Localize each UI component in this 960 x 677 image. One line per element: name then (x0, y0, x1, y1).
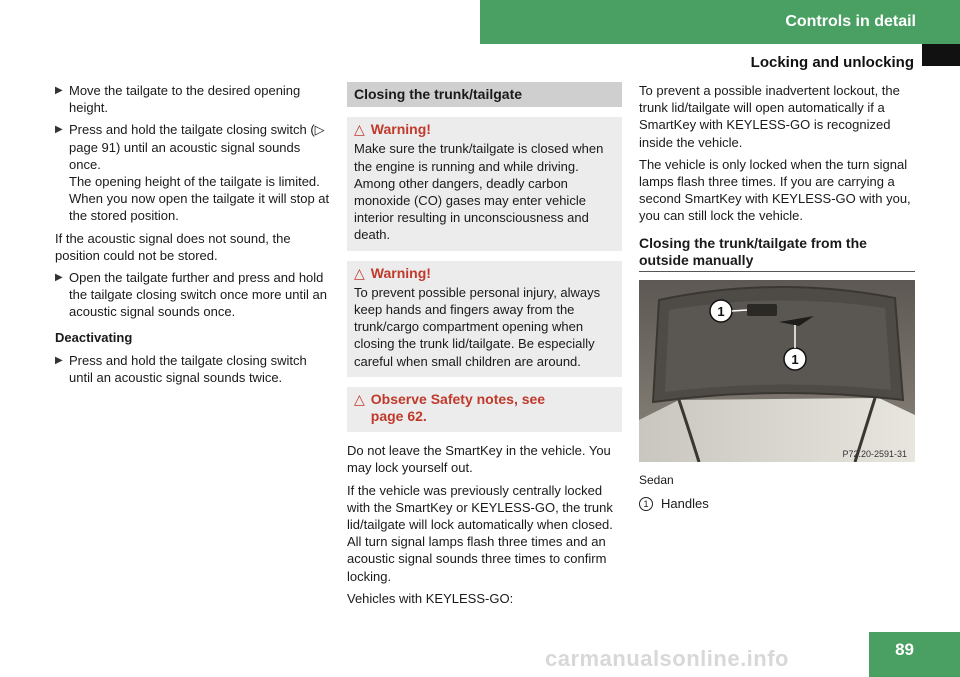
triangle-right-icon: ▶ (55, 85, 63, 96)
heading-deactivating: Deactivating (55, 329, 133, 345)
warning-text: To prevent possible personal injury, always keep hands and fingers away from the trunk/cargo compartment opening when closing the trunk lid/tailgate. Be especially careful when small children are around. (354, 284, 601, 369)
warning-title: Warning! (370, 264, 431, 281)
header-bar (480, 0, 960, 44)
triangle-right-icon: ▶ (55, 354, 63, 366)
list-item-text: Open the tailgate further and press and hold the tailgate closing switch once more until an acoustic signal sounds once. (69, 270, 327, 320)
triangle-right-icon: ▶ (55, 124, 63, 136)
section-box-title: Closing the trunk/tailgate (347, 82, 622, 107)
warning-box (347, 261, 622, 377)
paragraph: The vehicle is only locked when the turn signal lamps flash three times. If you are carrying a second SmartKey with KEYLESS-GO with you, you can still lock the vehicle. (639, 156, 911, 224)
page-number-tab (869, 632, 960, 677)
paragraph: Vehicles with KEYLESS-GO: (347, 590, 514, 606)
warning-triangle-icon: △ (354, 121, 365, 138)
list-item-text: Move the tailgate to the desired opening height. (69, 83, 301, 116)
page-number: 89 (895, 640, 914, 659)
legend-number: 1 (639, 497, 653, 511)
warning-box (347, 117, 622, 250)
photo-caption: Sedan (639, 473, 674, 488)
list-item-text: Press and hold the tailgate closing switch (▷ page 91) until an acoustic signal sounds once. (69, 122, 325, 172)
legend-item (639, 495, 915, 512)
watermark: carmanualsonline.info (545, 646, 789, 671)
trunk-illustration (639, 280, 915, 462)
safety-note-link[interactable]: Observe Safety notes, see page 62. (370, 390, 546, 425)
paragraph: If the vehicle was previously centrally locked with the SmartKey or KEYLESS-GO, the trunk lid/tailgate will lock automatically when closed. All turn signal lamps flash three times and an acoustic signal sounds three times to confirm locking. (347, 482, 613, 584)
list-item-note: The opening height of the tailgate is limited. When you now open the tailgate it will stop at the stored position. (69, 174, 330, 224)
paragraph: If the acoustic signal does not sound, the position could not be stored. (55, 230, 291, 263)
safety-note-box (347, 387, 622, 432)
column-1 (55, 82, 330, 391)
header-marker (922, 44, 960, 66)
list-item (55, 82, 330, 116)
list-item (55, 269, 330, 321)
section-title: Controls in detail (785, 13, 916, 30)
warning-title: Warning! (370, 121, 431, 138)
warning-triangle-icon: △ (354, 390, 365, 407)
triangle-right-icon: ▶ (55, 272, 63, 284)
svg-text:1: 1 (791, 352, 799, 368)
column-3 (639, 82, 915, 512)
photo-code: P72.20-2591-31 (842, 449, 907, 460)
paragraph: Do not leave the SmartKey in the vehicle. You may lock yourself out. (347, 443, 611, 476)
list-item (55, 352, 330, 386)
subheading: Closing the trunk/tailgate from the outside manually (639, 235, 915, 272)
trunk-photo (639, 280, 915, 462)
column-2 (347, 82, 622, 612)
warning-text: Make sure the trunk/tailgate is closed when the engine is running and while driving. Among other dangers, deadly carbon monoxide (CO) gases may enter vehicle interior resulting in unconsciousness and death. (354, 141, 604, 243)
subsection-title: Locking and unlocking (750, 54, 914, 71)
paragraph: To prevent a possible inadvertent lockout, the trunk lid/tailgate will open automatically if a SmartKey with KEYLESS-GO is recognized inside the vehicle. (639, 83, 900, 150)
list-item-text: Press and hold the tailgate closing switch until an acoustic signal sounds twice. (69, 352, 307, 386)
legend-text: Handles (661, 496, 709, 512)
svg-text:1: 1 (717, 304, 725, 320)
list-item (55, 121, 330, 224)
warning-triangle-icon: △ (354, 264, 365, 281)
